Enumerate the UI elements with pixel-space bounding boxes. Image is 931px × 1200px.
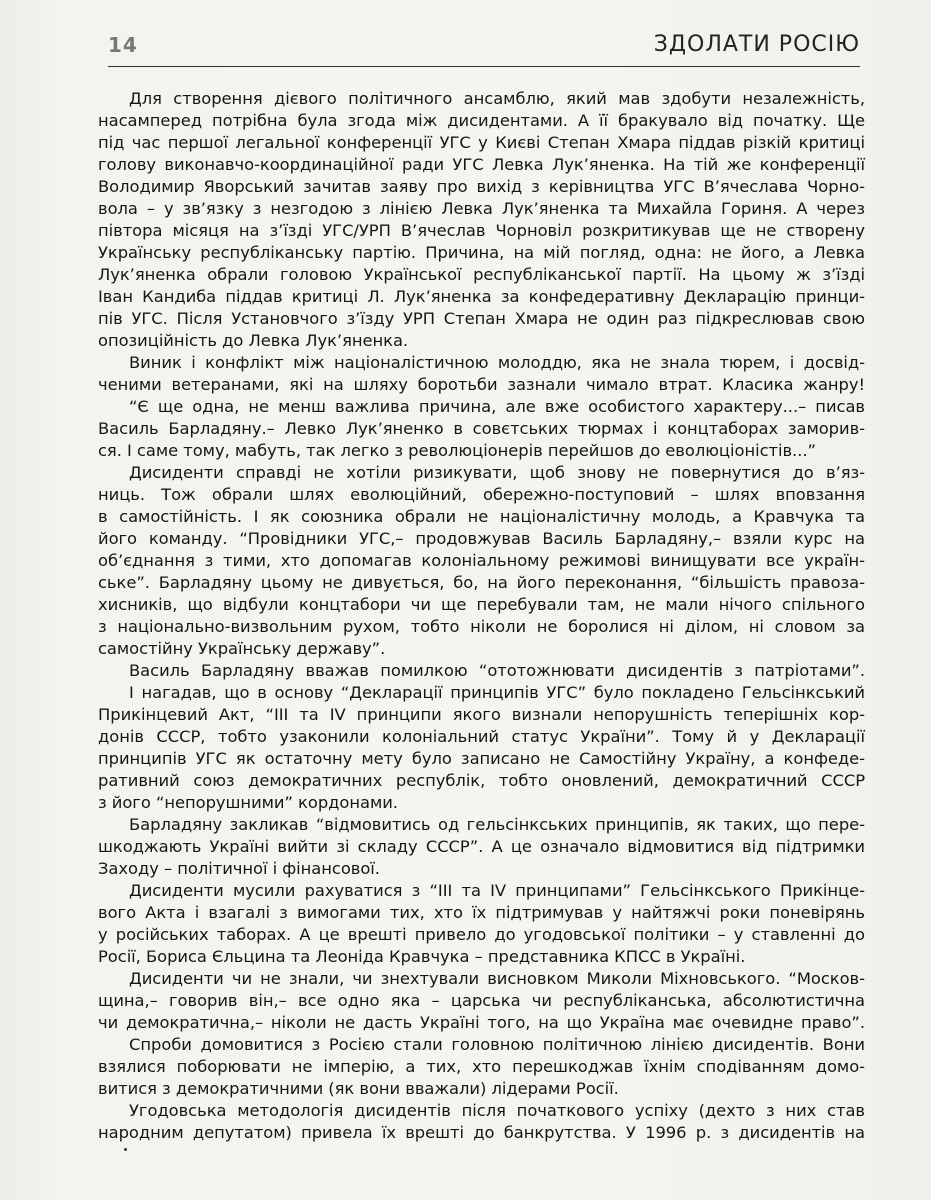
text-line: Володимир Яворський зачитав заяву про вихід з керівництва УГС В’ячеслава Чорно- (98, 177, 865, 196)
text-line: Іван Кандиба піддав критиці Л. Лук’яненка за конфедеративну Декларацію принци- (98, 287, 865, 306)
text-line: Українську республіканську партію. Причина, на мій погляд, одна: не його, а Левка (98, 243, 865, 262)
text-line: Дисиденти мусили рахуватися з “ІІІ та IV принципами” Гельсінкського Прикінце- (129, 881, 865, 900)
text-line: насамперед потрібна була згода між дисидентами. А її бракувало від початку. Ще (98, 111, 865, 130)
text-line: в самостійність. І як союзника обрали не націоналістичну молодь, а Кравчука та (98, 507, 865, 526)
text-line: Угодовська методологія дисидентів після початкового успіху (дехто з них став (129, 1101, 865, 1120)
text-line: з національно-визвольним рухом, тобто ніколи не боролися ні ділом, ні словом за (98, 617, 865, 636)
text-line: голову виконавчо-координаційної ради УГС Левка Лук’яненка. На тій же конференції (98, 155, 865, 174)
text-line: Заходу – політичної і фінансової. (98, 859, 380, 878)
text-line: Спроби домовитися з Росією стали головною політичною лінією дисидентів. Вони (129, 1035, 865, 1054)
text-line: об’єднання з тими, хто допомагав колоніальному режимові винищувати все україн- (98, 551, 865, 570)
text-line: чи демократична,– ніколи не дасть Україні того, на що Україна має очевидне право”. (98, 1013, 865, 1032)
body-text (98, 88, 865, 1144)
print-speck (124, 1148, 127, 1151)
text-line: його команду. “Провідники УГС,– продовжував Василь Барладяну,– взяли курс на (98, 529, 865, 548)
text-line: хисників, що відбули концтабори чи ще перебували там, не мали нічого спільного (98, 595, 865, 614)
text-line: Дисиденти чи не знали, чи знехтували висновком Миколи Міхновського. “Москов- (129, 969, 865, 988)
text-line: під час першої легальної конференції УГС у Києві Степан Хмара піддав різкій критиці (98, 133, 865, 152)
page-number: 14 (108, 33, 138, 57)
text-line: Для створення дієвого політичного ансамблю, який мав здобути незалежність, (129, 89, 865, 108)
text-line: витися з демократичними (як вони вважали) лідерами Росії. (98, 1079, 619, 1098)
text-line: у російських таборах. А це врешті привело до угодовської політики – у ставленні до (98, 925, 865, 944)
text-line: Виник і конфлікт між націоналістичною молоддю, яка не знала тюрем, і досвід- (129, 353, 865, 372)
text-line: з його “непорушними” кордонами. (98, 793, 398, 812)
text-line: вого Акта і взагалі з вимогами тих, хто їх підтримував у найтяжчі роки поневірянь (98, 903, 865, 922)
text-line: Росії, Бориса Єльцина та Леоніда Кравчука – представника КПСС в Україні. (98, 947, 746, 966)
text-line: ське”. Барладяну цьому не дивується, бо, на його переконання, “більшість правоза- (98, 573, 865, 592)
text-line: Василь Барладяну.– Левко Лук’яненко в совєтських тюрмах і концтаборах заморив- (98, 419, 865, 438)
header-rule (108, 66, 860, 67)
text-line: опозиційність до Левка Лук’яненка. (98, 331, 409, 350)
text-line: донів СССР, тобто узаконили колоніальний статус України”. Тому й у Декларації (98, 727, 865, 746)
running-title: ЗДОЛАТИ РОСІЮ (653, 32, 860, 57)
text-line: І нагадав, що в основу “Декларації принципів УГС” було покладено Гельсінкський (129, 683, 865, 702)
text-line: самостійну Українську державу”. (98, 639, 386, 658)
text-line: пів УГС. Після Установчого з’їзду УРП Степан Хмара не один раз підкреслював свою (98, 309, 865, 328)
text-line: шкоджають Україні вийти зі складу СССР”. А це означало відмовитися від підтримки (98, 837, 865, 856)
text-line: півтора місяця на з’їзді УГС/УРП В’ячеслав Чорновіл розкритикував ще не створену (98, 221, 865, 240)
text-line: Прикінцевий Акт, “ІІІ та IV принципи якого визнали непорушність теперішніх кор- (98, 705, 865, 724)
text-line: ративний союз демократичних республік, тобто оновлений, демократичний СССР (98, 771, 865, 790)
text-line: Барладяну закликав “відмовитись од гельсінкських принципів, як таких, що пере- (129, 815, 865, 834)
text-line: Василь Барладяну вважав помилкою “ототожнювати дисидентів з патріотами”. (129, 661, 865, 680)
text-line: взялися поборювати не імперію, а тих, хто перешкоджав їхнім сподіванням домо- (98, 1057, 865, 1076)
text-line: “Є ще одна, не менш важлива причина, але вже особистого характеру...– писав (129, 397, 865, 416)
text-line: народним депутатом) привела їх врешті до банкрутства. У 1996 р. з дисидентів на (98, 1123, 865, 1142)
text-line: Дисиденти справді не хотіли ризикувати, щоб знову не повернутися до в’яз- (129, 463, 865, 482)
text-line: ниць. Тож обрали шлях еволюційний, обережно-поступовий – шлях вповзання (98, 485, 865, 504)
text-line: принципів УГС як остаточну мету було записано не Самостійну Україну, а конфеде- (98, 749, 865, 768)
text-line: ченими ветеранами, які на шляху боротьби зазнали чимало втрат. Класика жанру! (98, 375, 865, 394)
page-header (108, 30, 860, 64)
text-line: щина,– говорив він,– все одно яка – царська чи республіканська, абсолютистична (98, 991, 865, 1010)
text-line: вола – у зв’язку з незгодою з лінією Левка Лук’яненка та Михайла Гориня. А через (98, 199, 865, 218)
text-line: ся. І саме тому, мабуть, так легко з революціонерів перейшов до еволюціоністів...” (98, 441, 816, 460)
text-line: Лук’яненка обрали головою Української республіканської партії. На цьому ж з’їзді (98, 265, 865, 284)
